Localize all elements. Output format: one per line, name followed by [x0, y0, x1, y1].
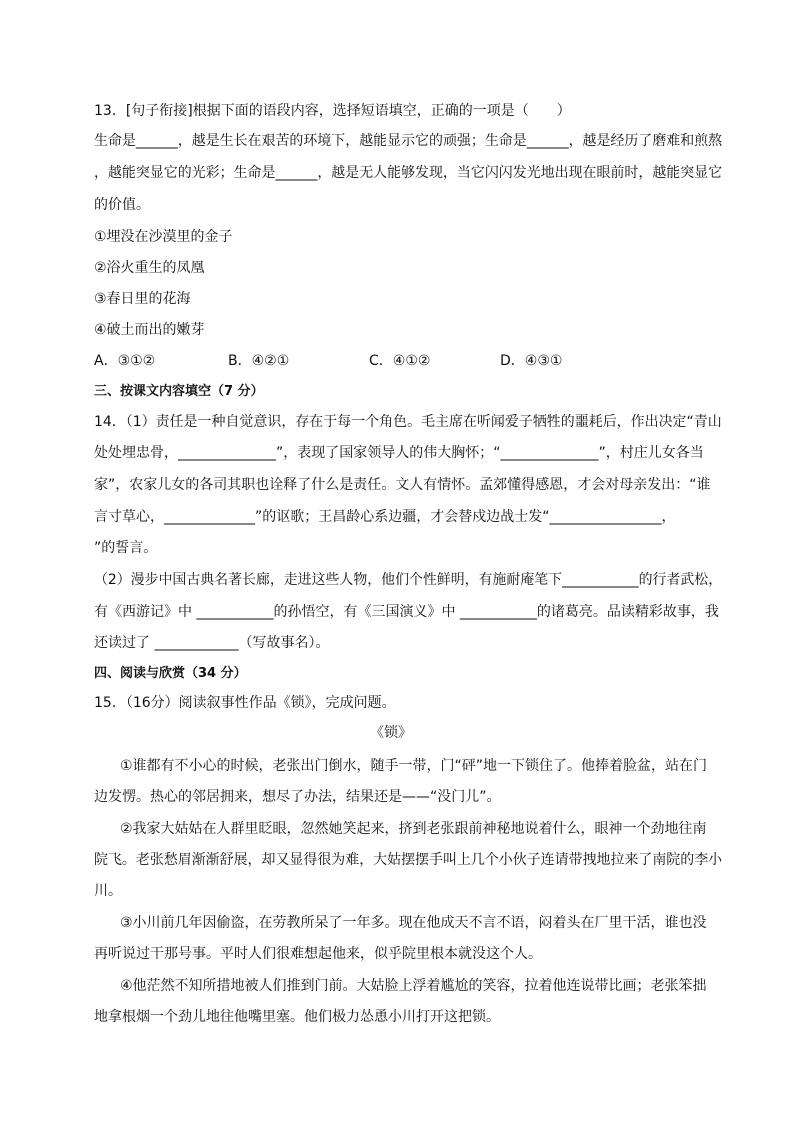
paragraph-line: 川。 [94, 883, 122, 899]
q14-line: 言寸草心，_____________”的讴歌；王昌龄心系边疆，才会替戍边战士发“________________， [94, 509, 676, 525]
paragraph-line: 再听说过干那号事。平时人们很难想起他来，似乎院里根本就没这个人。 [94, 946, 542, 962]
paragraph-line: ③小川前几年因偷盗，在劳教所呆了一年多。现在他成天不言不语，闷着头在厂里干活，谁也没 [120, 915, 707, 931]
q14-line: 处处埋忠骨，______________”，表现了国家领导人的伟大胸怀；“______________”，村庄儿女各当 [94, 445, 704, 461]
q13-item: ②浴火重生的凤凰 [94, 260, 205, 276]
q14-line: ”的誓言。 [94, 540, 158, 556]
q13-item: ④破土而出的嫩芽 [94, 322, 205, 338]
section-heading: 四、阅读与欣赏（34 分） [94, 666, 247, 681]
paragraph-line: ④他茫然不知所措地被人们推到门前。大姑脸上浮着尴尬的笑容，拉着他连说带比画；老张笨拙 [120, 978, 707, 994]
q13-option-a[interactable]: A．③①② [94, 353, 156, 369]
q13-passage-line: ，越能突显它的光彩；生命是______，越是无人能够发现，当它闪闪发光地出现在眼前时，越能突显它 [94, 165, 723, 181]
paragraph-line: 地拿根烟一个劲儿地往他嘴里塞。他们极力怂恿小川打开这把锁。 [94, 1009, 500, 1025]
q13-stem: 13．[句子衔接]根据下面的语段内容，选择短语填空，正确的一项是（ ） [94, 103, 571, 119]
paragraph-line: ②我家大姑姑在人群里眨眼，忽然她笑起来，挤到老张跟前神秘地说着什么，眼神一个劲地往南 [120, 821, 707, 837]
paragraph-line: ①谁都有不小心的时候，老张出门倒水，随手一带，门“砰”地一下锁住了。他捧着脸盆，站在门 [120, 758, 708, 774]
reading-title: 《锁》 [370, 725, 412, 741]
q13-option-d[interactable]: D．④③① [500, 353, 563, 369]
q13-passage-line: 的价值。 [94, 197, 150, 213]
q13-option-c[interactable]: C．④①② [369, 353, 431, 369]
q14-line: 14．（1）责任是一种自觉意识，存在于每一个角色。毛主席在听闻爱子牺牲的噩耗后，作出决定“青山 [94, 414, 722, 430]
q14-line: 家”，农家儿女的各司其职也诠释了什么是责任。文人有情怀。孟郊懂得感恩，才会对母亲发出：“谁 [94, 477, 711, 493]
q13-item: ③春日里的花海 [94, 291, 191, 307]
q13-passage-line: 生命是______，越是生长在艰苦的环境下，越能显示它的顽强；生命是______，越是经历了磨难和煎熬 [94, 133, 723, 149]
q15-stem: 15．（16分）阅读叙事性作品《锁》，完成问题。 [94, 695, 396, 711]
q13-option-b[interactable]: B．④②① [228, 353, 290, 369]
paragraph-line: 边发愣。热心的邻居拥来，想尽了办法，结果还是——“没门儿”。 [94, 789, 501, 805]
paragraph-line: 院飞。老张愁眉渐渐舒展，却又显得很为难，大姑摆摆手叫上几个小伙子连请带拽地拉来了南院的李小 [94, 852, 723, 868]
q14-line: 还读过了 ____________（写故事名）。 [94, 635, 330, 651]
q14-line: 有《西游记》中 ___________的孙悟空，有《三国演义》中 ___________的诸葛亮。品读精彩故事，我 [94, 604, 719, 620]
q13-item: ①埋没在沙漠里的金子 [94, 229, 233, 245]
q14-line: （2）漫步中国古典名著长廊，走进这些人物，他们个性鲜明，有施耐庵笔下___________的行者武松， [94, 572, 723, 588]
section-heading: 三、按课文内容填空（7 分） [94, 384, 264, 399]
